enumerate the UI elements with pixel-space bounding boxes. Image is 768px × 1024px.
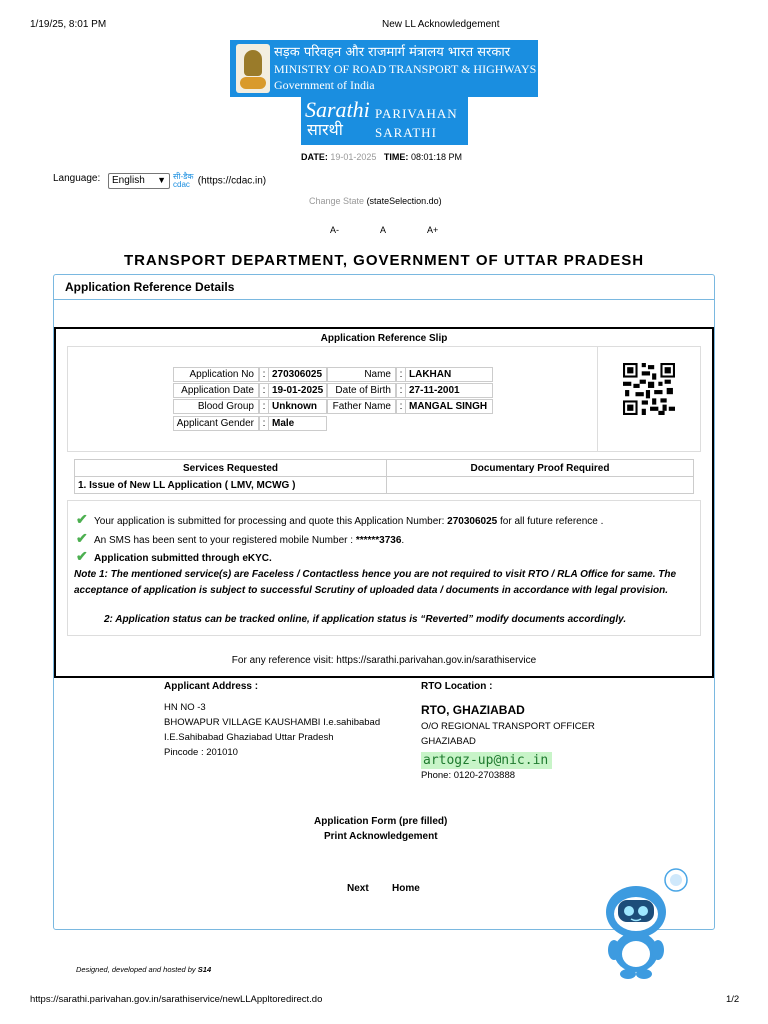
- sarathi-logo-en: Sarathi: [305, 97, 370, 122]
- app-no-value: 270306025: [268, 367, 327, 382]
- proof-header: Documentary Proof Required: [387, 460, 694, 477]
- table-row: [75, 477, 694, 494]
- print-datetime: 1/19/25, 8:01 PM: [30, 19, 107, 30]
- cdac-url: (https://cdac.in): [197, 175, 267, 187]
- dob-value: 27-11-2001: [405, 383, 493, 398]
- logo-line1: PARIVAHAN: [375, 106, 458, 121]
- time-label: TIME:: [383, 152, 409, 162]
- app-date-sep: :: [259, 383, 269, 398]
- language-label: Language:: [53, 173, 101, 184]
- home-button[interactable]: Home: [392, 883, 420, 894]
- address-line: BHOWAPUR VILLAGE KAUSHAMBI I.e.sahibabad: [164, 717, 381, 728]
- message-app-number: 270306025: [447, 516, 498, 527]
- slip-title: Application Reference Slip: [320, 333, 448, 344]
- app-no-sep: :: [259, 367, 269, 382]
- dob-sep: :: [396, 383, 406, 398]
- check-icon: ✔: [76, 530, 88, 546]
- father-name-value: MANGAL SINGH: [405, 399, 493, 414]
- address-line: I.E.Sahibabad Ghaziabad Uttar Pradesh: [164, 732, 334, 743]
- banner-ministry: MINISTRY OF ROAD TRANSPORT & HIGHWAYS: [274, 62, 537, 76]
- print-acknowledgement-link[interactable]: Print Acknowledgement: [324, 831, 438, 842]
- national-emblem-icon: [236, 44, 270, 93]
- date-time: [301, 152, 462, 162]
- sarathi-logo[interactable]: [301, 97, 468, 145]
- dob-label: Date of Birth: [327, 383, 396, 398]
- address-heading: Applicant Address :: [164, 681, 259, 692]
- ministry-banner[interactable]: [230, 40, 538, 97]
- table-header-row: [75, 460, 694, 477]
- footer-page-number: 1/2: [726, 994, 740, 1005]
- app-no-label: Application No: [173, 367, 259, 382]
- message-sms: ✔ An SMS has been sent to your registered mobile Number : ******3736.: [76, 530, 405, 546]
- gender-sep: :: [259, 416, 269, 431]
- message-submitted: ✔ Your application is submitted for processing and quote this Application Number: 270306025 for all future reference .: [76, 511, 604, 527]
- check-icon: ✔: [76, 548, 88, 564]
- footer-credit: Designed, developed and hosted by S14: [76, 965, 212, 974]
- date-label: DATE:: [301, 152, 328, 162]
- service-cell: 1. Issue of New LL Application ( LMV, MCWG ): [75, 477, 387, 494]
- father-name-sep: :: [396, 399, 406, 414]
- panel-header: [54, 275, 714, 300]
- language-select[interactable]: [108, 173, 170, 189]
- message-ekyc: ✔ Application submitted through eKYC.: [76, 548, 272, 564]
- rto-name: RTO, GHAZIABAD: [421, 703, 525, 717]
- rto-address: [421, 719, 595, 749]
- rto-line: GHAZIABAD: [421, 736, 476, 747]
- name-value: LAKHAN: [405, 367, 493, 382]
- rto-email[interactable]: artogz-up@nic.in: [421, 752, 552, 769]
- name-label: Name: [327, 367, 396, 382]
- gender-label: Applicant Gender: [173, 416, 259, 431]
- address-line: Pincode : 201010: [164, 747, 238, 758]
- app-date-label: Application Date: [173, 383, 259, 398]
- rto-line: O/O REGIONAL TRANSPORT OFFICER: [421, 721, 595, 732]
- blood-group-value: Unknown: [268, 399, 327, 414]
- father-name-label: Father Name: [327, 399, 396, 414]
- services-header: Services Requested: [75, 460, 387, 477]
- change-state-label: Change State: [309, 196, 365, 206]
- page-title: TRANSPORT DEPARTMENT, GOVERNMENT OF UTTAR PRADESH: [123, 252, 645, 269]
- chatbot-icon[interactable]: [604, 868, 690, 980]
- note-1: Note 1: The mentioned service(s) are Faceless / Contactless hence you are not required to visit RTO / RLA Office for same. The acceptance of application is subject to successful Scrutiny of uploaded data / documents in accordance with legal provision.: [74, 569, 677, 596]
- blood-group-sep: :: [259, 399, 269, 414]
- next-button[interactable]: Next: [347, 883, 369, 894]
- check-icon: ✔: [76, 511, 88, 527]
- message-mobile: ******3736: [355, 535, 402, 546]
- application-form-link[interactable]: Application Form (pre filled): [314, 816, 448, 827]
- logo-line2: SARATHI: [375, 125, 437, 140]
- print-title: New LL Acknowledgement: [382, 19, 500, 30]
- rto-phone: Phone: 0120-2703888: [421, 770, 516, 781]
- address-block: [164, 700, 380, 760]
- banner-gov: Government of India: [274, 78, 375, 92]
- panel-title: Application Reference Details: [65, 280, 235, 294]
- cdac-logo-icon: सी-डैक cdac: [173, 172, 194, 189]
- services-table: [74, 459, 694, 494]
- reference-visit: For any reference visit: https://sarathi.parivahan.gov.in/sarathiservice: [231, 655, 537, 666]
- banner-hindi: सड़क परिवहन और राजमार्ग मंत्रालय भारत सरकार: [274, 45, 511, 60]
- qr-code-icon: [623, 363, 675, 415]
- chevron-down-icon: ▼: [157, 175, 166, 185]
- change-state-link[interactable]: [309, 196, 442, 206]
- blood-group-label: Blood Group: [173, 399, 259, 414]
- font-decrease-button[interactable]: A-: [330, 225, 339, 235]
- name-sep: :: [396, 367, 406, 382]
- note-2: 2: Application status can be tracked online, if application status is “Reverted” modify documents accordingly.: [104, 614, 627, 625]
- proof-cell: [387, 477, 694, 494]
- address-line: HN NO -3: [164, 702, 206, 713]
- time-value: 08:01:18 PM: [410, 152, 462, 162]
- rto-heading: RTO Location :: [421, 681, 493, 692]
- font-normal-button[interactable]: A: [380, 225, 387, 235]
- font-increase-button[interactable]: A+: [427, 225, 439, 235]
- app-date-value: 19-01-2025: [268, 383, 327, 398]
- date-value: 19-01-2025: [330, 152, 377, 162]
- sarathi-logo-hi: सारथी: [307, 120, 343, 139]
- language-selected: English: [112, 175, 145, 186]
- change-state-url: (stateSelection.do): [366, 196, 442, 206]
- footer-url: https://sarathi.parivahan.gov.in/sarathiservice/newLLAppltoredirect.do: [30, 994, 323, 1005]
- gender-value: Male: [268, 416, 327, 431]
- cdac-link[interactable]: [173, 173, 266, 189]
- qr-separator: [597, 346, 598, 452]
